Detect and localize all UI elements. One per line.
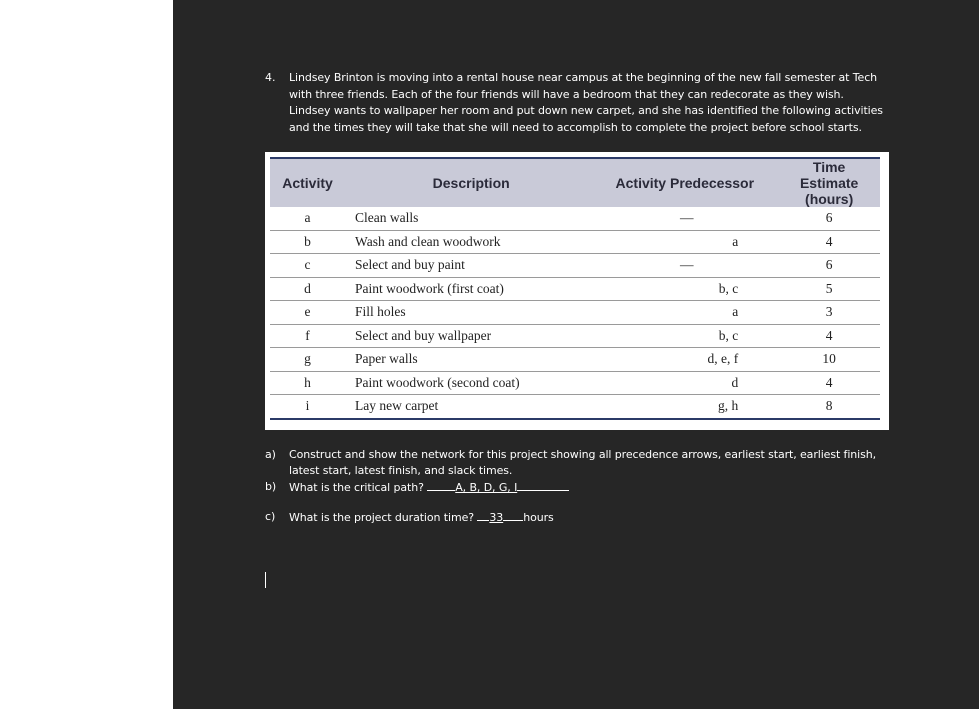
activity-cell: h <box>270 371 345 395</box>
predecessor-cell: b, c <box>591 277 778 301</box>
table-row <box>270 301 880 325</box>
table-row <box>270 254 880 278</box>
description-cell: Wash and clean woodwork <box>345 230 591 254</box>
time-estimate-cell: 8 <box>778 395 880 419</box>
predecessor-cell: — <box>680 210 694 226</box>
predecessor-cell: g, h <box>591 395 778 419</box>
table-row <box>270 277 880 301</box>
description-cell: Paint woodwork (first coat) <box>345 277 591 301</box>
table-row <box>270 395 880 419</box>
table-row <box>270 348 880 372</box>
header-time-estimate: Time Estimate (hours) <box>799 159 859 207</box>
activity-cell: d <box>270 277 345 301</box>
activity-cell: i <box>270 395 345 419</box>
table-header-row <box>270 158 880 207</box>
time-estimate-cell: 5 <box>778 277 880 301</box>
subquestion-b-marker: b) <box>265 480 277 493</box>
description-cell: Fill holes <box>345 301 591 325</box>
subquestion-b-body <box>289 479 569 496</box>
duration-blank-leading <box>477 509 489 521</box>
document-page[interactable] <box>173 0 979 709</box>
duration-blank-trailing <box>503 509 523 521</box>
activity-table <box>270 157 880 420</box>
activity-cell: a <box>304 210 311 226</box>
time-estimate-cell: 4 <box>778 324 880 348</box>
predecessor-cell: a <box>591 301 778 325</box>
answer-blank-trailing <box>517 479 569 491</box>
time-estimate-cell: 6 <box>825 210 833 226</box>
time-estimate-cell: 4 <box>778 230 880 254</box>
header-predecessor: Activity Predecessor <box>615 175 755 191</box>
subquestion-b-text: What is the critical path? <box>289 481 424 494</box>
table-row <box>270 230 880 254</box>
activity-table-image <box>265 152 889 430</box>
predecessor-cell: b, c <box>591 324 778 348</box>
description-cell: Select and buy wallpaper <box>345 324 591 348</box>
activity-cell: f <box>270 324 345 348</box>
table-row <box>270 207 880 230</box>
duration-unit: hours <box>523 511 554 524</box>
subquestion-c-marker: c) <box>265 510 276 523</box>
description-cell: Lay new carpet <box>345 395 591 419</box>
subquestion-a-marker: a) <box>265 448 276 461</box>
table-row <box>270 324 880 348</box>
header-activity: Activity <box>282 175 333 191</box>
activity-cell: c <box>270 254 345 278</box>
time-estimate-cell: 10 <box>778 348 880 372</box>
text-cursor <box>265 572 266 588</box>
header-description: Description <box>432 175 510 191</box>
predecessor-cell: d <box>591 371 778 395</box>
left-margin <box>0 0 173 709</box>
description-cell: Clean walls <box>355 210 419 226</box>
predecessor-cell: — <box>591 254 778 278</box>
critical-path-answer[interactable]: A, B, D, G, I <box>455 481 518 494</box>
time-estimate-cell: 4 <box>778 371 880 395</box>
duration-answer[interactable]: 33 <box>489 511 504 524</box>
question-number: 4. <box>265 71 276 84</box>
predecessor-cell: d, e, f <box>591 348 778 372</box>
description-cell: Paint woodwork (second coat) <box>345 371 591 395</box>
subquestion-c-text: What is the project duration time? <box>289 511 474 524</box>
subquestion-a-text: Construct and show the network for this project showing all precedence arrows, earliest start, earliest finish, latest start, latest finish, and slack times. <box>289 448 877 477</box>
activity-cell: g <box>270 348 345 372</box>
predecessor-cell: a <box>591 230 778 254</box>
description-cell: Select and buy paint <box>345 254 591 278</box>
time-estimate-cell: 6 <box>778 254 880 278</box>
activity-cell: b <box>270 230 345 254</box>
activity-cell: e <box>270 301 345 325</box>
subquestion-c-body <box>289 509 554 526</box>
question-text: Lindsey Brinton is moving into a rental house near campus at the beginning of the new fall semester at Tech with three friends. Each of the four friends will have a bedroom that they can redecorate as they wish. Lindsey wants to wallpaper her room and put down new carpet, and she has identified the following activities and the times they will take that she will need to accomplish to complete the project before school starts. <box>289 71 883 134</box>
table-row <box>270 371 880 395</box>
time-estimate-cell: 3 <box>778 301 880 325</box>
answer-blank-leading <box>427 479 455 491</box>
description-cell: Paper walls <box>345 348 591 372</box>
